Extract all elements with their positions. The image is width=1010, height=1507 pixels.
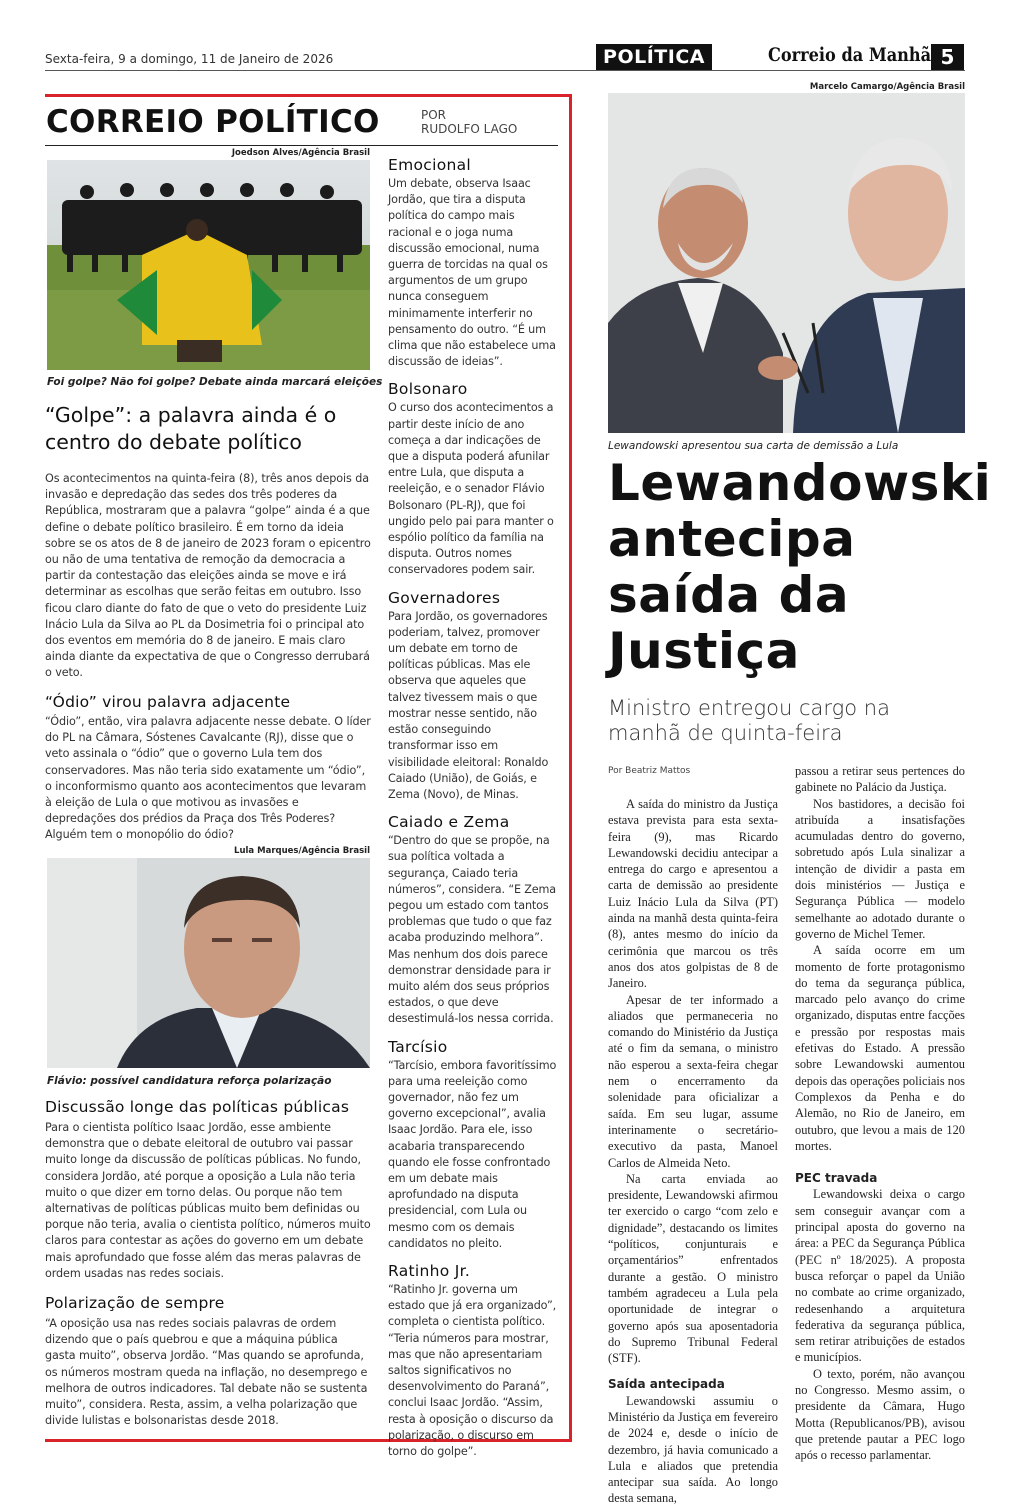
subhead-polarizacao: Polarização de sempre xyxy=(45,1294,225,1312)
newspaper-logo: Correio da Manhã xyxy=(768,44,932,66)
title-divider xyxy=(45,145,558,146)
discussao-text: Para o cientista político Isaac Jordão, esse ambiente demonstra que o debate eleitoral de outubro vai passar muito longe da discussão de políticas públicas. No fundo, considera Jordão, até porque a oposição a Lula não teria muito o que dizer em torno delas. Ou porque não tem alternativas de políticas públicas muito bem definidas ou porque não teria, avalia o cientista político, números muito claros para contestar as ações do governo em um debate mais aprofundado que fosse além das meras palavras de ordem usadas nas redes sociais. xyxy=(45,1121,371,1280)
page-number: 5 xyxy=(931,44,964,71)
note-text: “Ratinho Jr. governa um estado que já era organizado”, completa o cientista político. “Teria números para mostrar, mas que não apresentariam saltos significativos no desenvolvimento do Paraná”, conclui Isaac Jordão. “Assim, resta à oposição o discurso da polarização, o discurso em torno do golpe”. xyxy=(388,1282,557,1459)
subhead-discussao: Discussão longe das políticas públicas xyxy=(45,1098,350,1116)
note-text: Para Jordão, os governadores poderiam, talvez, promover um debate em torno de políticas públicas. Mas ele observa que aqueles que talvez tivessem mais o que mostrar nesse sentido, não estão conseguindo transformar isso em visibilidade eleitoral: Ronaldo Caiado (União), de Goiás, e Zema (Novo), de Minas. xyxy=(388,609,549,801)
note-title: Ratinho Jr. xyxy=(388,1261,471,1280)
note-text: “Dentro do que se propõe, na sua política voltada a segurança, Caiado teria números”, considera. “E Zema pegou um estado com tantos problemas que tudo o que faz acaba produzindo melhora”. Mas nenhum dos dois parece demonstrar densidade para ir muito além dos seus próprios estados, o que deve desestimulá-los nessa corrida. xyxy=(388,834,556,1026)
paragraph: Nos bastidores, a decisão foi atribuída a insatisfações acumuladas dentro do governo, sobretudo após Lula sinalizar a intenção de dividir a pasta em dois ministérios — Justiça e Segurança Pública — modelo semelhante ao adotado durante o governo de Michel Temer. xyxy=(795,796,965,941)
note-text: O curso dos acontecimentos a partir deste início de ano começa a dar indicações de que a disputa poderá afunilar entre Lula, que disputa a reeleição, e o senador Flávio Bolsonaro (PL-RJ), que foi ungido pelo pai para manter o espólio político da família na disputa. Outros nomes conservadores podem sair. xyxy=(388,401,554,577)
byline-por: POR xyxy=(421,108,447,122)
paragraph: A saída do ministro da Justiça estava prevista para esta sexta-feira (9), mas Ricardo Lewandowski decidiu antecipar a entrega do cargo e apresentou a carta de demissão ao presidente Luiz Inácio Lula da Silva (PT) ainda na manhã desta quinta-feira (8), antes mesmo do início da cerimônia que marcou os três anos dos atos golpistas de 8 de Janeiro. xyxy=(608,797,778,991)
intro-text: Os acontecimentos na quinta-feira (8), três anos depois da invasão e depredação das sedes dos três poderes da República, mostraram que a palavra “golpe” ainda é a que define o debate político brasileiro. É em torno da ideia sobre se os atos de 8 de janeiro de 2023 foram o epicentro ou não de uma tentativa de remoção da democracia a partir da contestação das eleições ainda se move e irá determinar as escolhas que serão feitas em outubro. Isso ficou claro diante do fato de que o veto do presidente Luiz Inácio Lula da Silva ao PL da Dosimetria foi o principal ato dos eventos em memória do 8 de janeiro. E mais claro ainda diante da expectativa de que o Congresso derrubará o veto. xyxy=(45,472,371,680)
photo-credit: Joedson Alves/Agência Brasil xyxy=(231,148,370,158)
note-title: Caiado e Zema xyxy=(388,813,510,832)
note-title: Governadores xyxy=(388,588,501,607)
protest-photo xyxy=(47,160,370,370)
article-column-2 xyxy=(795,763,965,1463)
header-divider xyxy=(45,70,965,71)
column-headline: “Golpe”: a palavra ainda é o centro do debate político xyxy=(45,403,337,454)
photo-credit: Marcelo Camargo/Agência Brasil xyxy=(809,82,965,92)
column-intro xyxy=(45,471,371,682)
paragraph: O texto, porém, não avançou no Congresso. Mesmo assim, o presidente da Câmara, Hugo Motta (Republicanos/PB), avisou que pretende pautar a PEC logo após o recesso parlamentar. xyxy=(795,1366,965,1463)
paragraph: Apesar de ter informado a aliados que permaneceria no comando do Ministério da Justiça até o fim da semana, o ministro não esperou a sexta-feira chegar nem o encerramento da solenidade para oficializar a saída. Em seu lugar, assume interinamente o secretário-executivo da pasta, Manoel Carlos de Almeida Neto. xyxy=(608,992,778,1170)
polarizacao-text: “A oposição usa nas redes sociais palavras de ordem dizendo que o país quebrou e que a máquina pública gasta muito”, observa Jordão. “Mas quando se aprofunda, os números mostram queda na inflação, no desemprego e melhora de outros indicadores. Tal debate não se sustenta muito”, considera. Resta, assim, a velha polarização que divide lulistas e bolsonaristas desde 2018. xyxy=(45,1317,368,1428)
subhead: Saída antecipada xyxy=(608,1377,725,1392)
photo-credit: Lula Marques/Agência Brasil xyxy=(234,846,370,856)
note-text: “Tarcísio, embora favoritíssimo para uma reeleição como governador, não fez um governo excepcional”, avalia Isaac Jordão. Para ele, isso acabaria transparecendo quando ele fosse confrontado em um debate mais aprofundado na disputa presidencial, com Lula ou mesmo com os demais candidatos no pleito. xyxy=(388,1058,557,1250)
paragraph: A saída ocorre em um momento de forte protagonismo do tema da segurança pública, marcado pelo avanço do crime organizado, disputas entre facções e pressão por respostas mais efetivas do Estado. A pressão sobre Lewandowski aumentou depois das operações policiais nos Complexos da Penha e do Alemão, no Rio de Janeiro, em outubro, que levou a mais de 120 mortes. xyxy=(795,943,965,1153)
note-title: Tarcísio xyxy=(388,1037,448,1056)
paragraph: Na carta enviada ao presidente, Lewandowski afirmou ter exercido o cargo “com zelo e dignidade”, destacando os limites “políticos, conjunturais e orçamentários” enfrentados durante a gestão. O ministro também agradeceu a Lula pela oportunidade de integrar o governo após sua aposentadoria do Supremo Tribunal Federal (STF). xyxy=(608,1171,778,1366)
note-title: Bolsonaro xyxy=(388,380,468,399)
byline-author: RUDOLFO LAGO xyxy=(421,122,518,136)
column-byline xyxy=(421,108,517,136)
note-title: Emocional xyxy=(388,156,472,174)
article-byline: Por Beatriz Mattos xyxy=(608,766,691,776)
article-column-1 xyxy=(608,796,778,1507)
paragraph: passou a retirar seus pertences do gabinete no Palácio da Justiça. xyxy=(795,764,965,795)
edition-date: Sexta-feira, 9 a domingo, 11 de Janeiro de 2026 xyxy=(45,52,334,66)
lula-lewandowski-photo xyxy=(608,93,965,433)
article-headline: Lewandowski antecipa saída da Justiça xyxy=(608,454,992,680)
photo-caption: Lewandowski apresentou sua carta de demissão a Lula xyxy=(608,440,899,452)
notes-column xyxy=(388,156,558,1460)
article-deck: Ministro entregou cargo na manhã de quinta-feira xyxy=(608,696,890,745)
photo-caption: Flávio: possível candidatura reforça polarização xyxy=(47,1075,332,1087)
column-title: CORREIO POLÍTICO xyxy=(46,104,380,140)
paragraph: Lewandowski deixa o cargo sem conseguir avançar com a principal aposta do governo na área: a PEC da Segurança Pública (PEC nº 18/2025). A proposta busca reforçar o papel da União no combate ao crime organizado, redesenhando a arquitetura federativa da segurança pública, sem retirar atribuições de estados e municípios. xyxy=(795,1187,965,1365)
note-text: Um debate, observa Isaac Jordão, que tira a disputa política do campo mais racional e o joga numa discussão emocional, numa guerra de torcidas na qual os argumentos de um grupo nunca conseguem minimamente interferir no pensamento do outro. “É um clima que não estabelece uma discussão de ideias”. xyxy=(388,177,556,369)
photo-caption: Foi golpe? Não foi golpe? Debate ainda marcará eleições xyxy=(47,376,383,388)
section-label: POLÍTICA xyxy=(596,44,712,71)
subhead: PEC travada xyxy=(795,1171,878,1186)
paragraph: Lewandowski assumiu o Ministério da Justiça em fevereiro de 2024 e, desde o início de dezembro, já havia comunicado a Lula e aliados que pretendia antecipar sua saída. Ao longo desta semana, xyxy=(608,1393,778,1506)
odio-text: “Ódio”, então, vira palavra adjacente nesse debate. O líder do PL na Câmara, Sóstenes Cavalcante (RJ), disse que o veto assinala o “ódio” que o governo Lula tem dos conservadores. Mas não teria sido exatamente um “ódio”, o inconformismo quanto aos acontecimentos que levaram à eleição de Lula o que motivou as invasões e depredações dos prédios da Praça dos Três Poderes? Alguém tem o monopólio do ódio? xyxy=(45,715,371,842)
flavio-portrait-photo xyxy=(47,858,370,1068)
subhead-odio: “Ódio” virou palavra adjacente xyxy=(45,693,291,711)
